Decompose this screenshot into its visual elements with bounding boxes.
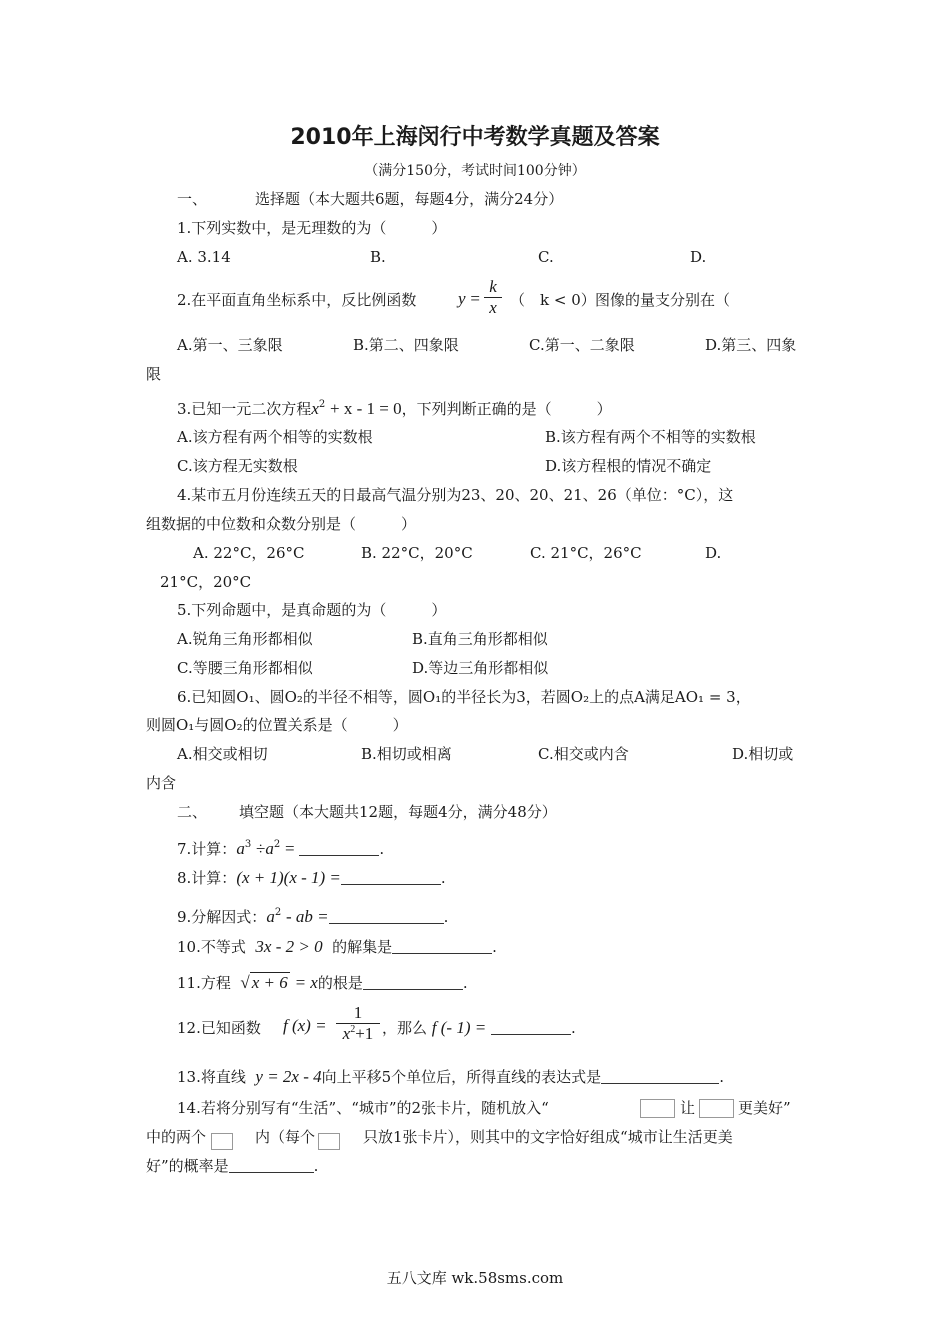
question-10: 10.不等式 3x - 2 > 0 的解集是 . xyxy=(177,937,497,956)
question-14-line-2b: 内（每个 xyxy=(255,1128,316,1146)
page-footer: 五八文库 wk.58sms.com xyxy=(386,1269,564,1287)
q7-answer-blank xyxy=(299,840,379,856)
q14-box-icon-2 xyxy=(318,1133,340,1150)
question-8: 8.计算：(x + 1)(x - 1) = . xyxy=(177,868,446,887)
question-9: 9.分解因式：$a^2$ - ab = . xyxy=(177,907,449,926)
q2-option-d: D.第三、四象 xyxy=(705,336,797,354)
q4-option-d-wrap: 21°C，20°C xyxy=(160,573,252,591)
q3-option-a: A.该方程有两个相等的实数根 xyxy=(177,428,373,446)
q6-option-a: A.相交或相切 xyxy=(177,745,268,763)
q11-answer-blank xyxy=(363,974,463,990)
q4-option-c: C. 21°C，26°C xyxy=(530,544,642,562)
question-2-prefix: 2.在平面直角坐标系中，反比例函数 xyxy=(177,291,417,309)
question-1: 1.下列实数中，是无理数的为（ ） xyxy=(177,219,447,237)
question-7: 7.计算：$a^3 \div a^2$ = . xyxy=(177,839,385,858)
question-6-line-2: 则圆O₁与圆O₂的位置关系是（ ） xyxy=(146,716,408,734)
q14-answer-blank xyxy=(229,1157,314,1173)
page-title: 2010年上海闵行中考数学真题及答案 xyxy=(290,125,660,150)
q2-suffix: 图像的量支分别在（ xyxy=(595,291,731,309)
q2-option-b: B.第二、四象限 xyxy=(353,336,459,354)
question-14-line-3: 好”的概率是 . xyxy=(146,1157,319,1175)
q3-option-c: C.该方程无实数根 xyxy=(177,457,298,475)
q12-rest: ，那么 f (- 1) = . xyxy=(382,1018,576,1037)
q6-option-c: C.相交或内含 xyxy=(538,745,629,763)
q13-answer-blank xyxy=(601,1068,719,1084)
question-4-line-2: 组数据的中位数和众数分别是（ ） xyxy=(146,515,417,533)
q2-option-c: C.第一、二象限 xyxy=(529,336,635,354)
q1-option-b: B. xyxy=(370,248,386,266)
q6-option-b: B.相切或相离 xyxy=(361,745,452,763)
q3-option-d: D.该方程根的情况不确定 xyxy=(545,457,712,475)
q2-condition: （ k < 0） xyxy=(510,291,596,309)
section-2-heading: 二、 填空题（本大题共12题，每题4分，满分48分） xyxy=(177,803,557,821)
q14-gengmei: 更美好” xyxy=(738,1099,791,1117)
q1-option-d: D. xyxy=(690,248,707,266)
q1-option-c: C. xyxy=(538,248,554,266)
q12-function: f (x) = xyxy=(283,1016,327,1035)
q2-function: y = xyxy=(458,289,480,308)
q10-answer-blank xyxy=(392,938,492,954)
q4-option-a: A. 22°C，26°C xyxy=(193,544,305,562)
q2-fraction: $\frac{k}{x}$ xyxy=(484,277,502,318)
q9-answer-blank xyxy=(329,908,444,924)
q3-option-b: B.该方程有两个不相等的实数根 xyxy=(545,428,756,446)
q4-option-b: B. 22°C，20°C xyxy=(361,544,473,562)
q14-card-box-1 xyxy=(640,1099,675,1118)
question-14-line-2a: 中的两个 xyxy=(146,1128,207,1146)
question-5: 5.下列命题中，是真命题的为（ ） xyxy=(177,601,447,619)
question-3: 3.已知一元二次方程$x^2 + x - 1 = 0$，下列判断正确的是（ ） xyxy=(177,399,612,418)
page-subtitle: （满分150分，考试时间100分钟） xyxy=(364,163,586,179)
q14-rang: 让 xyxy=(680,1099,696,1117)
question-12-prefix: 12.已知函数 xyxy=(177,1019,261,1037)
q5-option-d: D.等边三角形都相似 xyxy=(412,659,549,677)
q14-box-icon-1 xyxy=(211,1133,233,1150)
question-13: 13.将直线 y = 2x - 4向上平移5个单位后，所得直线的表达式是 . xyxy=(177,1067,724,1086)
q14-card-box-2 xyxy=(699,1099,734,1118)
q8-answer-blank xyxy=(341,869,441,885)
question-14-line-2c: 只放1张卡片），则其中的文字恰好组成“城市让生活更美 xyxy=(363,1128,733,1146)
question-6-line-1: 6.已知圆O₁、圆O₂的半径不相等，圆O₁的半径长为3，若圆O₂上的点A满足AO₁ = 3， xyxy=(177,688,751,706)
q5-option-c: C.等腰三角形都相似 xyxy=(177,659,313,677)
q1-option-a: A. 3.14 xyxy=(177,248,231,266)
q5-option-b: B.直角三角形都相似 xyxy=(412,630,548,648)
q12-answer-blank xyxy=(491,1019,571,1035)
question-14-line-1: 14.若将分别写有“生活”、“城市”的2张卡片，随机放入“ xyxy=(177,1099,549,1117)
q12-fraction: $\frac{1}{x^2+1}$ xyxy=(336,1003,380,1044)
q6-option-d-wrap: 内含 xyxy=(146,774,177,792)
question-11: 11.方程 √ x + 6 = x的根是 . xyxy=(177,973,468,992)
question-4-line-1: 4.某市五月份连续五天的日最高气温分别为23、20、20、21、26（单位：°C），这 xyxy=(177,486,734,504)
q5-option-a: A.锐角三角形都相似 xyxy=(177,630,313,648)
q2-option-d-wrap: 限 xyxy=(146,365,162,383)
q6-option-d: D.相切或 xyxy=(732,745,794,763)
q4-option-d: D. xyxy=(705,544,722,562)
q2-option-a: A.第一、三象限 xyxy=(177,336,283,354)
section-1-heading: 一、 选择题（本大题共6题，每题4分，满分24分） xyxy=(177,190,564,208)
